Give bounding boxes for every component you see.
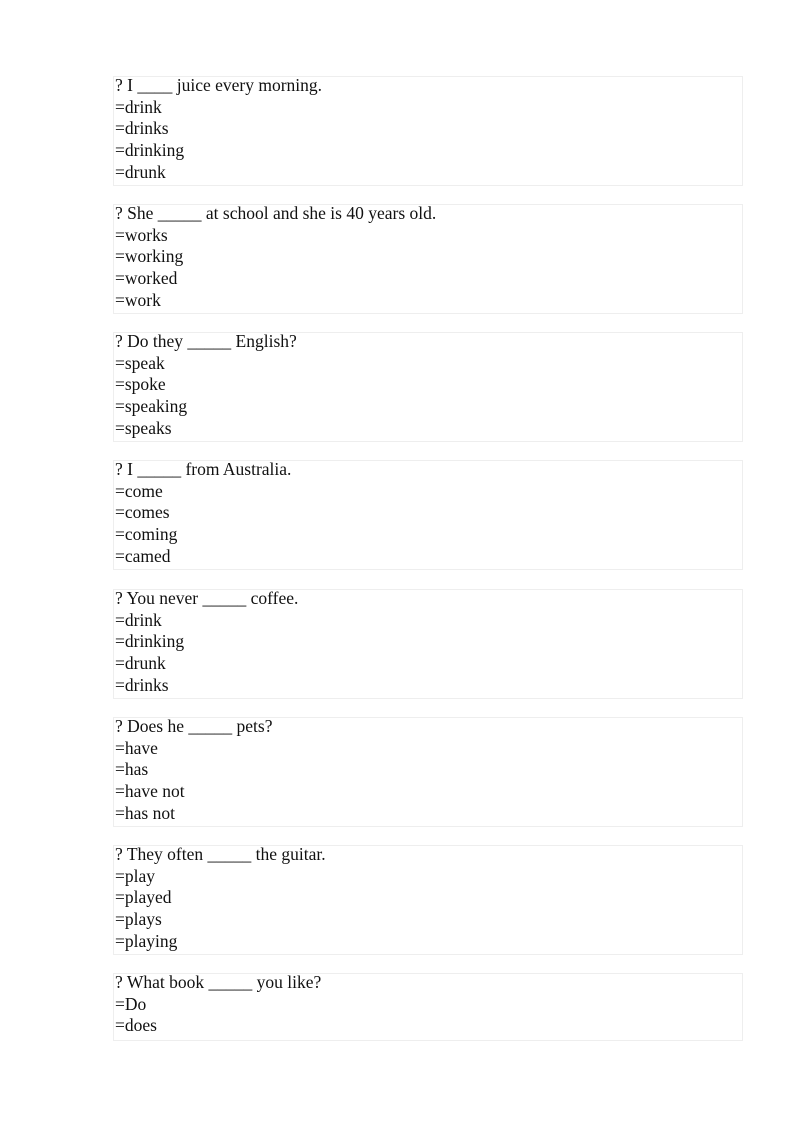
answer-option: =works	[115, 224, 168, 245]
answer-option: =drink	[115, 96, 162, 117]
answer-option: =have not	[115, 781, 185, 802]
answer-option: =playing	[115, 930, 178, 951]
answer-option: =play	[115, 865, 155, 886]
answer-option: =drunk	[115, 161, 166, 182]
answer-option: =camed	[115, 545, 171, 566]
answer-option: =worked	[115, 268, 178, 289]
answer-option: =speak	[115, 352, 165, 373]
question-prompt: ? You never _____ coffee.	[115, 588, 299, 608]
question-prompt: ? I _____ from Australia.	[115, 459, 292, 479]
answer-option: =drinking	[115, 631, 185, 652]
question-block-2	[113, 204, 743, 314]
question-block-8	[113, 973, 743, 1041]
answer-option: =come	[115, 480, 163, 501]
answer-option: =drinking	[115, 140, 185, 161]
answer-option: =has not	[115, 802, 175, 823]
answer-option: =comes	[115, 502, 170, 523]
answer-option: =working	[115, 246, 184, 267]
answer-option: =played	[115, 887, 172, 908]
question-prompt: ? They often _____ the guitar.	[115, 844, 326, 864]
question-block-7	[113, 845, 743, 955]
answer-option: =speaking	[115, 396, 188, 417]
question-prompt: ? I ____ juice every morning.	[115, 75, 323, 95]
question-block-1	[113, 76, 743, 186]
answer-option: =drinks	[115, 118, 169, 139]
question-prompt: ? She _____ at school and she is 40 years old.	[115, 203, 437, 223]
answer-option: =work	[115, 289, 161, 310]
question-prompt: ? What book _____ you like?	[115, 972, 322, 992]
question-block-5	[113, 589, 743, 699]
question-prompt: ? Do they _____ English?	[115, 331, 297, 351]
question-block-3	[113, 332, 743, 442]
answer-option: =speaks	[115, 417, 172, 438]
answer-option: =have	[115, 737, 158, 758]
answer-option: =drinks	[115, 674, 169, 695]
answer-option: =Do	[115, 993, 147, 1014]
question-block-6	[113, 717, 743, 827]
answer-option: =plays	[115, 909, 162, 930]
answer-option: =drunk	[115, 653, 166, 674]
answer-option: =drink	[115, 609, 162, 630]
answer-option: =does	[115, 1015, 157, 1036]
question-prompt: ? Does he _____ pets?	[115, 716, 273, 736]
answer-option: =coming	[115, 524, 178, 545]
question-block-4	[113, 460, 743, 570]
answer-option: =spoke	[115, 374, 166, 395]
answer-option: =has	[115, 759, 149, 780]
